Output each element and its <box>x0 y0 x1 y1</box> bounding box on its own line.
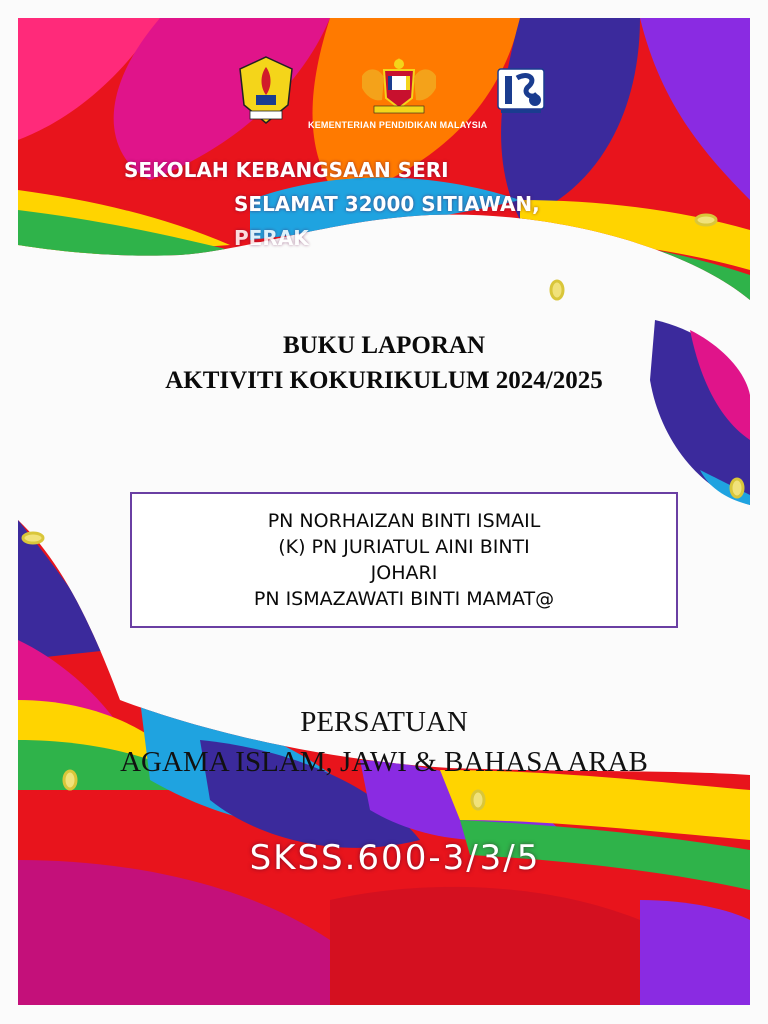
club-name-line-1: PERSATUAN <box>300 706 468 738</box>
teachers-box <box>130 492 678 628</box>
club-name-line-2: AGAMA ISLAM, JAWI & BAHASA ARAB <box>120 746 648 778</box>
school-name-line-1: SEKOLAH KEBANGSAAN SERI <box>124 158 449 182</box>
school-name-line-2: SELAMAT 32000 SITIAWAN, <box>234 192 540 216</box>
school-crest-icon <box>236 55 296 127</box>
teacher-line-2: (K) PN JURIATUL AINI BINTI <box>278 536 530 558</box>
ministry-name: KEMENTERIAN PENDIDIKAN MALAYSIA <box>308 120 488 130</box>
teacher-line-3: JOHARI <box>370 562 438 584</box>
report-title-line-2: AKTIVITI KOKURIKULUM 2024/2025 <box>165 367 603 394</box>
teacher-line-4: PN ISMAZAWATI BINTI MAMAT@ <box>253 588 555 610</box>
teacher-line-1: PN NORHAIZAN BINTI ISMAIL <box>267 510 541 532</box>
malaysia-coat-of-arms-logo <box>354 56 444 116</box>
report-title-line-1: BUKU LAPORAN <box>282 332 486 359</box>
school-crest-logo <box>236 55 296 127</box>
school-name-line-3: PERAK <box>234 226 309 250</box>
malaysia-coat-of-arms-icon <box>354 56 444 116</box>
ts25-logo <box>497 68 545 114</box>
ts25-logo-icon <box>497 68 545 114</box>
file-reference-code: SKSS.600-3/3/5 <box>249 838 541 878</box>
